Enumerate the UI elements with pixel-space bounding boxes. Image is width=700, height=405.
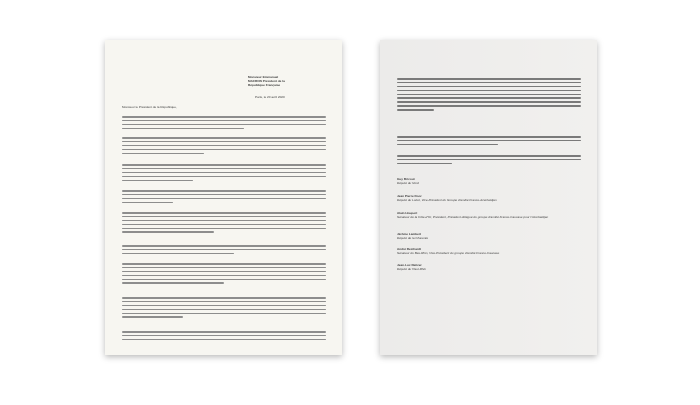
signatory-3 xyxy=(397,212,577,220)
signatory-name: Alain Houpert xyxy=(397,211,418,215)
recipient-line-1: Monsieur Emmanuel xyxy=(248,75,279,79)
signatory-4 xyxy=(397,233,577,241)
paragraph-1 xyxy=(397,78,581,113)
signatory-name: André Reichardt xyxy=(397,247,422,251)
signatory-title: Député de la Charente xyxy=(397,235,429,240)
paragraph-3 xyxy=(397,155,581,167)
paragraph-2 xyxy=(122,137,326,156)
salutation: Monsieur le Président de la République, xyxy=(122,105,177,109)
signatory-title: Député du Loiret, Vice-Président du Groupe d'amitié France-Azerbaïdjan xyxy=(397,197,497,202)
signatory-name: Jérôme Lambert xyxy=(397,232,422,236)
signatory-1 xyxy=(397,178,577,186)
paragraph-1 xyxy=(122,116,326,132)
paragraph-8 xyxy=(122,297,326,320)
signatory-name: Jean Pierre Door xyxy=(397,194,422,198)
paragraph-6 xyxy=(122,245,326,257)
paragraph-7 xyxy=(122,263,326,286)
signatory-5 xyxy=(397,248,577,256)
signatory-2 xyxy=(397,195,577,203)
paragraph-9 xyxy=(122,331,326,343)
letter-page-1 xyxy=(105,40,342,355)
paragraph-2 xyxy=(397,136,581,148)
signatory-title: Député du Haut-Rhin xyxy=(397,266,427,271)
paragraph-3 xyxy=(122,164,326,183)
signatory-name: Jean-Luc Reitzer xyxy=(397,263,422,267)
signatory-title: Sénateur du Bas-Rhin, Vice-Président du groupe d'amitié France-Caucase xyxy=(397,250,500,255)
signatory-6 xyxy=(397,264,577,272)
recipient-line-2: MACRON Président de la xyxy=(248,79,285,83)
signatory-title: Député du Nord xyxy=(397,180,419,185)
letter-page-2 xyxy=(380,40,597,355)
recipient-line-3: République Française xyxy=(248,83,281,87)
paragraph-4 xyxy=(122,190,326,206)
place-date: Paris, le 20 avril 2020 xyxy=(255,95,285,99)
signatory-title: Sénateur de la Côte-d'Or, Président, Président délégué du groupe d'amitié France-Caucase pour l'Azerbaïdjan xyxy=(397,214,549,219)
signatory-name: Guy Bricout xyxy=(397,177,415,181)
paragraph-5 xyxy=(122,212,326,235)
